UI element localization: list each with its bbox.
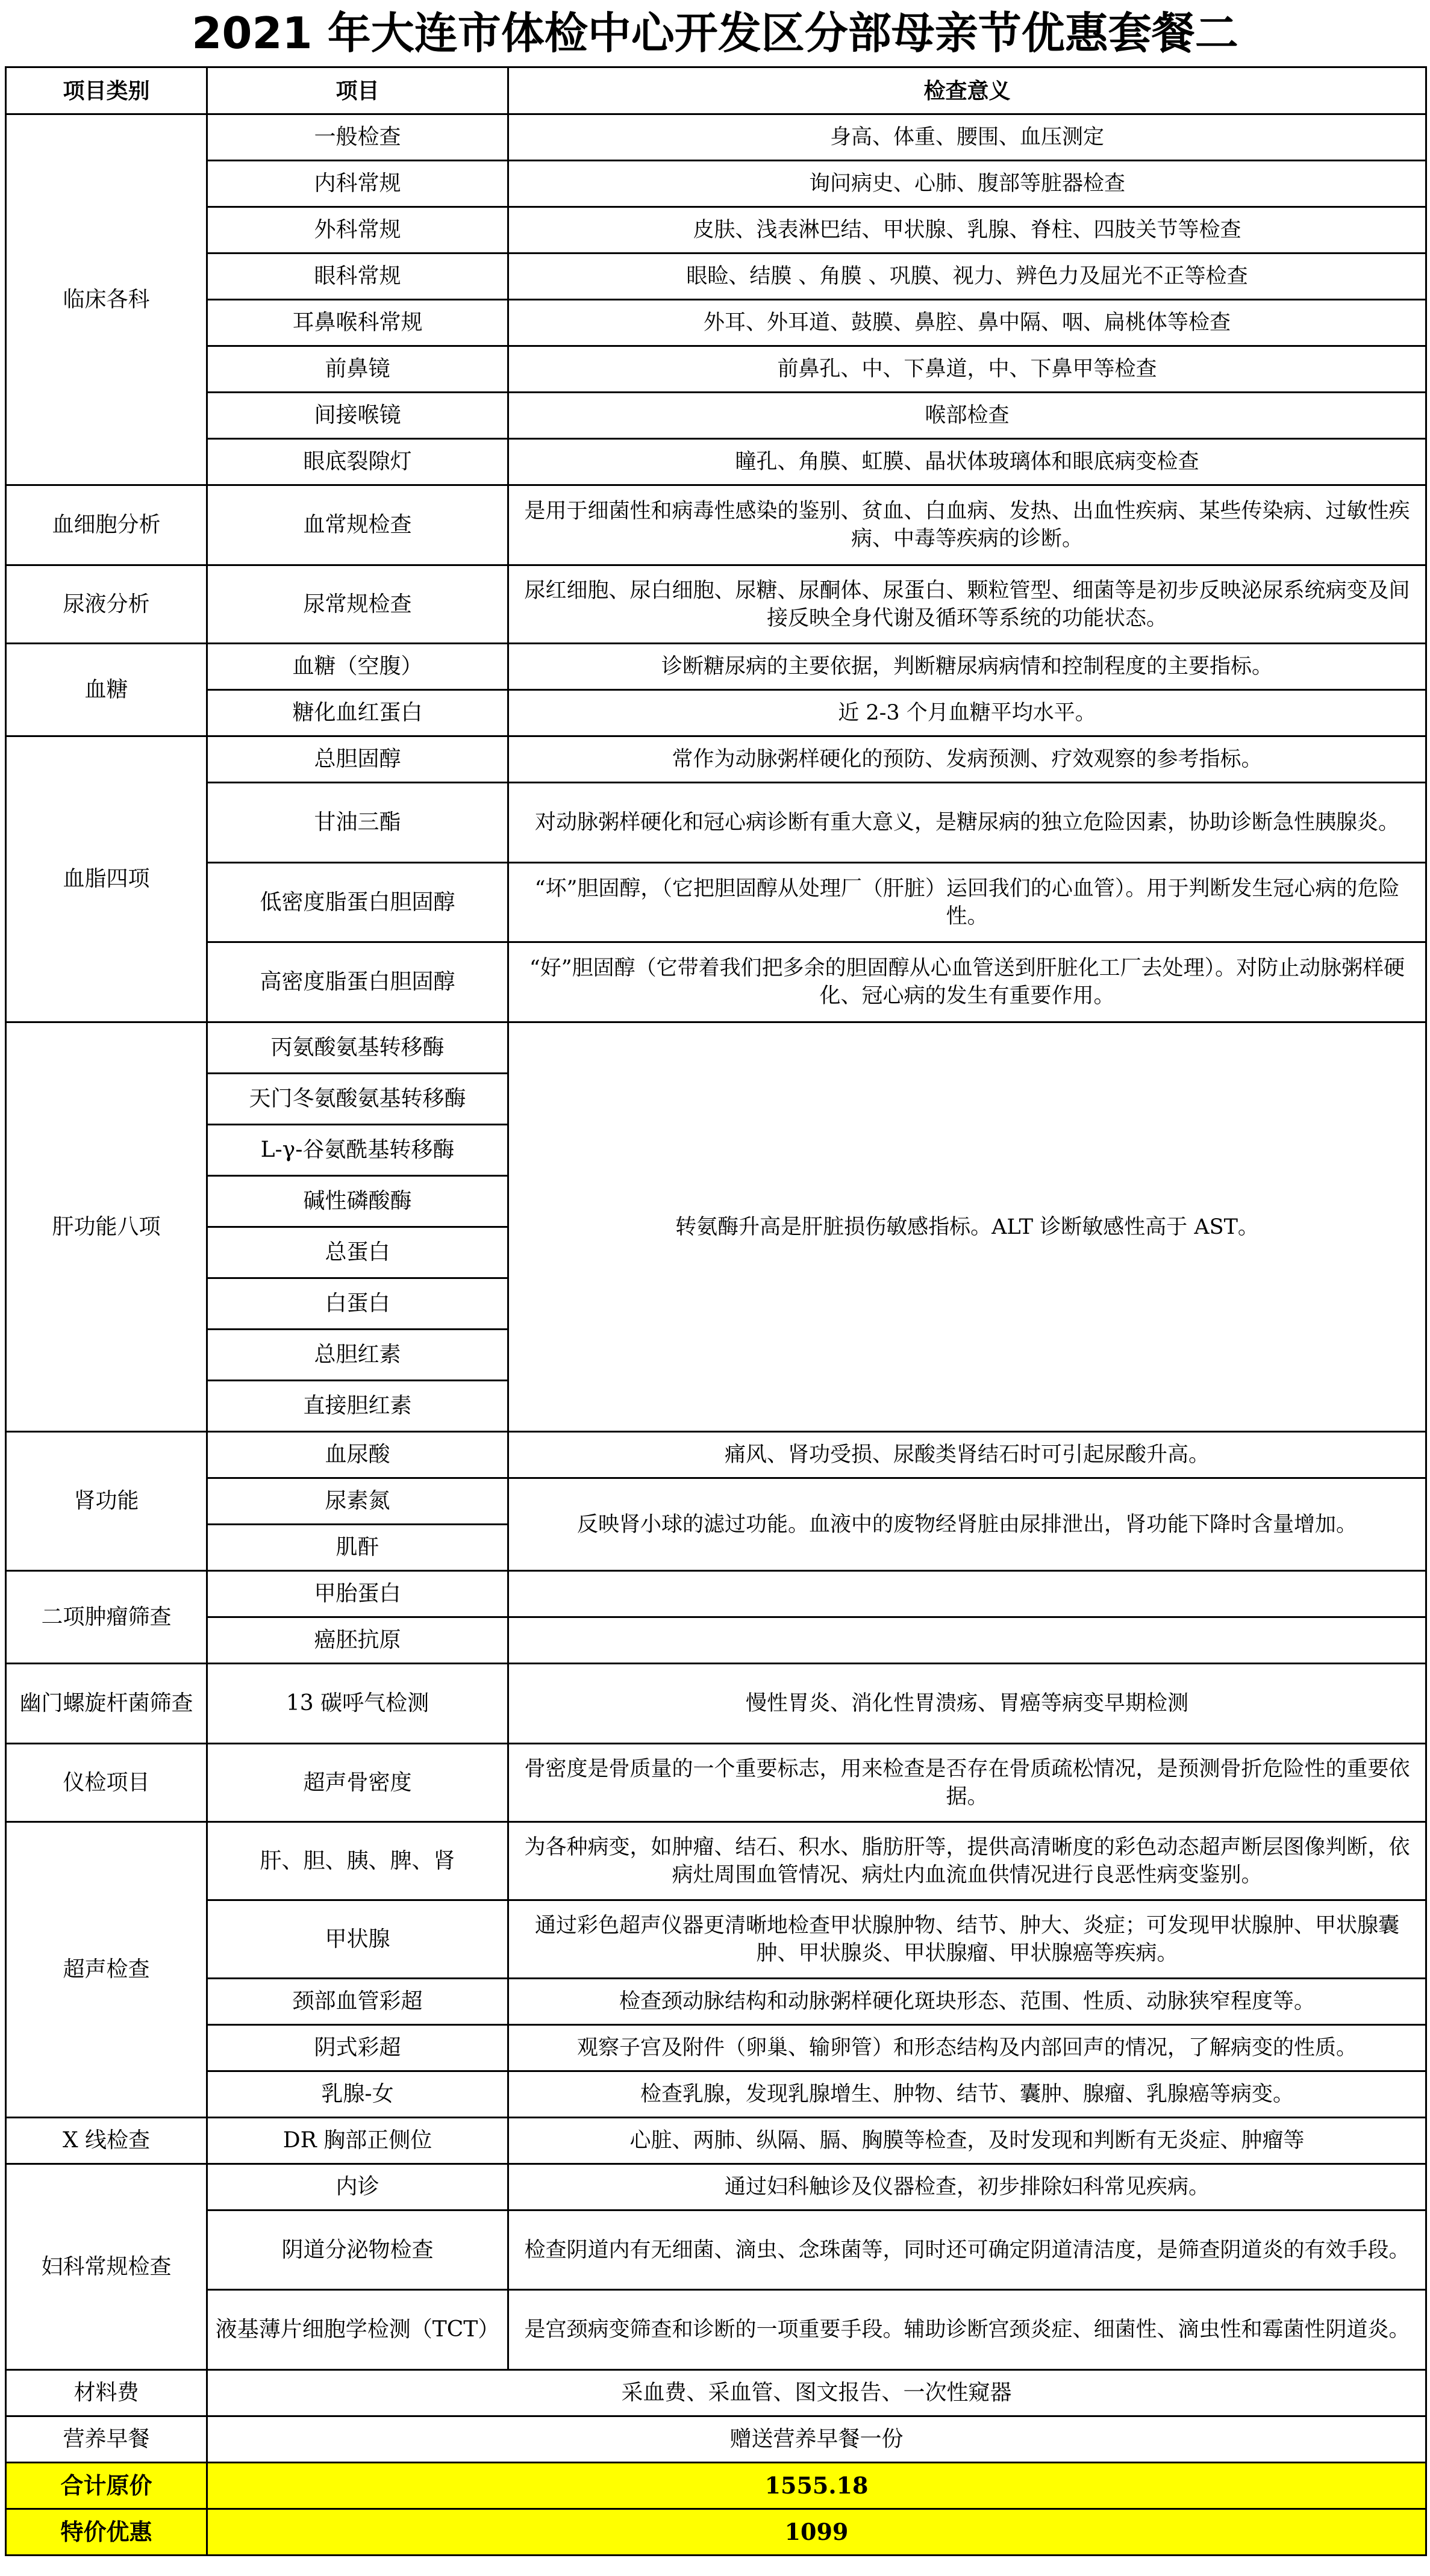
item-cell: 甲胎蛋白 [207, 1571, 508, 1617]
description-cell: 尿红细胞、尿白细胞、尿糖、尿酮体、尿蛋白、颗粒管型、细菌等是初步反映泌尿系统病变及间接反映全身代谢及循环等系统的功能状态。 [508, 565, 1426, 644]
table-row [6, 254, 1426, 300]
table-row [6, 439, 1426, 485]
category-cell: 肾功能 [6, 1432, 207, 1571]
item-cell: DR 胸部正侧位 [207, 2118, 508, 2164]
table-row [6, 2025, 1426, 2071]
item-cell: 总胆固醇 [207, 736, 508, 783]
item-cell: 天门冬氨酸氨基转移酶 [207, 1074, 508, 1125]
description-cell: 观察子宫及附件（卵巢、输卵管）和形态结构及内部回声的情况，了解病变的性质。 [508, 2025, 1426, 2071]
header-category: 项目类别 [6, 67, 207, 114]
table-row [6, 644, 1426, 690]
item-cell: 甘油三酯 [207, 783, 508, 863]
category-cell: 仪检项目 [6, 1744, 207, 1822]
description-cell: 骨密度是骨质量的一个重要标志，用来检查是否存在骨质疏松情况，是预测骨折危险性的重要依据。 [508, 1744, 1426, 1822]
page-title: 2021 年大连市体检中心开发区分部母亲节优惠套餐二 [192, 8, 1238, 58]
table-row [6, 161, 1426, 207]
description-cell: 通过彩色超声仪器更清晰地检查甲状腺肿物、结节、肿大、炎症；可发现甲状腺肿、甲状腺囊肿、甲状腺炎、甲状腺瘤、甲状腺癌等疾病。 [508, 1900, 1426, 1979]
item-cell: 阴式彩超 [207, 2025, 508, 2071]
item-cell: 白蛋白 [207, 1278, 508, 1330]
item-cell: 阴道分泌物检查 [207, 2210, 508, 2290]
header-item: 项目 [207, 67, 508, 114]
table-row [6, 2290, 1426, 2370]
item-cell: 间接喉镜 [207, 393, 508, 439]
summary-value: 采血费、采血管、图文报告、一次性窥器 [207, 2370, 1426, 2416]
description-cell: 是用于细菌性和病毒性感染的鉴别、贫血、白血病、发热、出血性疾病、某些传染病、过敏性疾病、中毒等疾病的诊断。 [508, 485, 1426, 565]
table-row [6, 1571, 1426, 1617]
item-cell: 血糖（空腹） [207, 644, 508, 690]
category-cell: 血细胞分析 [6, 485, 207, 565]
description-cell: 外耳、外耳道、鼓膜、鼻腔、鼻中隔、咽、扁桃体等检查 [508, 300, 1426, 346]
summary-label: 材料费 [6, 2370, 207, 2416]
item-cell: 耳鼻喉科常规 [207, 300, 508, 346]
summary-label: 合计原价 [6, 2463, 207, 2509]
description-cell: 皮肤、浅表淋巴结、甲状腺、乳腺、脊柱、四肢关节等检查 [508, 207, 1426, 254]
item-cell: 一般检查 [207, 114, 508, 161]
summary-label: 营养早餐 [6, 2416, 207, 2463]
table-row [6, 942, 1426, 1022]
description-cell: 身高、体重、腰围、血压测定 [508, 114, 1426, 161]
item-cell: 血尿酸 [207, 1432, 508, 1478]
description-cell: 喉部检查 [508, 393, 1426, 439]
item-cell: 直接胆红素 [207, 1381, 508, 1432]
description-cell: 为各种病变，如肿瘤、结石、积水、脂肪肝等，提供高清晰度的彩色动态超声断层图像判断，依病灶周围血管情况、病灶内血流血供情况进行良恶性病变鉴别。 [508, 1822, 1426, 1900]
item-cell: 前鼻镜 [207, 346, 508, 393]
table-row [6, 2164, 1426, 2210]
category-cell: 血糖 [6, 644, 207, 736]
table-header-row [6, 67, 1426, 114]
summary-value: 1555.18 [207, 2463, 1426, 2509]
package-table [5, 66, 1427, 2556]
item-cell: 总蛋白 [207, 1227, 508, 1278]
header-meaning: 检查意义 [508, 67, 1426, 114]
summary-value: 1099 [207, 2509, 1426, 2556]
category-cell: 二项肿瘤筛查 [6, 1571, 207, 1664]
description-cell: 检查阴道内有无细菌、滴虫、念珠菌等，同时还可确定阴道清洁度，是筛查阴道炎的有效手段。 [508, 2210, 1426, 2290]
table-row [6, 300, 1426, 346]
table-row [6, 690, 1426, 736]
item-cell: 丙氨酸氨基转移酶 [207, 1022, 508, 1074]
item-cell: 尿素氮 [207, 1478, 508, 1525]
category-cell: 血脂四项 [6, 736, 207, 1022]
description-cell: 对动脉粥样硬化和冠心病诊断有重大意义，是糖尿病的独立危险因素，协助诊断急性胰腺炎。 [508, 783, 1426, 863]
summary-row [6, 2416, 1426, 2463]
category-cell: 妇科常规检查 [6, 2164, 207, 2370]
price-row [6, 2463, 1426, 2509]
item-cell: 肌酐 [207, 1525, 508, 1571]
table-row [6, 2118, 1426, 2164]
item-cell: 眼科常规 [207, 254, 508, 300]
description-cell: 是宫颈病变筛查和诊断的一项重要手段。辅助诊断宫颈炎症、细菌性、滴虫性和霉菌性阴道炎。 [508, 2290, 1426, 2370]
description-cell: 心脏、两肺、纵隔、膈、胸膜等检查，及时发现和判断有无炎症、肿瘤等 [508, 2118, 1426, 2164]
summary-value: 赠送营养早餐一份 [207, 2416, 1426, 2463]
table-row [6, 207, 1426, 254]
description-cell: 检查颈动脉结构和动脉粥样硬化斑块形态、范围、性质、动脉狭窄程度等。 [508, 1979, 1426, 2025]
item-cell: 13 碳呼气检测 [207, 1664, 508, 1744]
item-cell: 尿常规检查 [207, 565, 508, 644]
table-row [6, 783, 1426, 863]
table-row [6, 485, 1426, 565]
description-cell: 转氨酶升高是肝脏损伤敏感指标。ALT 诊断敏感性高于 AST。 [508, 1022, 1426, 1432]
item-cell: L-γ-谷氨酰基转移酶 [207, 1125, 508, 1176]
item-cell: 癌胚抗原 [207, 1617, 508, 1664]
table-row [6, 1664, 1426, 1744]
description-cell: 痛风、肾功受损、尿酸类肾结石时可引起尿酸升高。 [508, 1432, 1426, 1478]
category-cell: 超声检查 [6, 1822, 207, 2118]
item-cell: 糖化血红蛋白 [207, 690, 508, 736]
item-cell: 甲状腺 [207, 1900, 508, 1979]
category-cell: 幽门螺旋杆菌筛查 [6, 1664, 207, 1744]
category-cell: 肝功能八项 [6, 1022, 207, 1432]
table-row [6, 393, 1426, 439]
summary-row [6, 2370, 1426, 2416]
item-cell: 眼底裂隙灯 [207, 439, 508, 485]
table-row [6, 114, 1426, 161]
table-row [6, 2210, 1426, 2290]
item-cell: 高密度脂蛋白胆固醇 [207, 942, 508, 1022]
description-cell: 慢性胃炎、消化性胃溃疡、胃癌等病变早期检测 [508, 1664, 1426, 1744]
description-cell: 询问病史、心肺、腹部等脏器检查 [508, 161, 1426, 207]
table-row [6, 1617, 1426, 1664]
item-cell: 超声骨密度 [207, 1744, 508, 1822]
item-cell: 血常规检查 [207, 485, 508, 565]
item-cell: 内科常规 [207, 161, 508, 207]
item-cell: 外科常规 [207, 207, 508, 254]
description-cell: “坏”胆固醇，（它把胆固醇从处理厂（肝脏）运回我们的心血管）。用于判断发生冠心病的危险性。 [508, 863, 1426, 942]
description-cell: 眼睑、结膜 、角膜 、巩膜、视力、辨色力及屈光不正等检查 [508, 254, 1426, 300]
item-cell: 液基薄片细胞学检测（TCT） [207, 2290, 508, 2370]
description-cell [508, 1617, 1426, 1664]
table-row [6, 1432, 1426, 1478]
table-row [6, 1900, 1426, 1979]
table-row [6, 1979, 1426, 2025]
item-cell: 低密度脂蛋白胆固醇 [207, 863, 508, 942]
table-row [6, 2071, 1426, 2118]
table-row [6, 565, 1426, 644]
category-cell: 临床各科 [6, 114, 207, 485]
category-cell: X 线检查 [6, 2118, 207, 2164]
price-row [6, 2509, 1426, 2556]
description-cell [508, 1571, 1426, 1617]
item-cell: 肝、胆、胰、脾、肾 [207, 1822, 508, 1900]
table-row [6, 1022, 1426, 1074]
category-cell: 尿液分析 [6, 565, 207, 644]
description-cell: “好”胆固醇（它带着我们把多余的胆固醇从心血管送到肝脏化工厂去处理）。对防止动脉粥样硬化、冠心病的发生有重要作用。 [508, 942, 1426, 1022]
description-cell: 通过妇科触诊及仪器检查，初步排除妇科常见疾病。 [508, 2164, 1426, 2210]
description-cell: 检查乳腺，发现乳腺增生、肿物、结节、囊肿、腺瘤、乳腺癌等病变。 [508, 2071, 1426, 2118]
item-cell: 内诊 [207, 2164, 508, 2210]
table-row [6, 346, 1426, 393]
description-cell: 近 2-3 个月血糖平均水平。 [508, 690, 1426, 736]
table-row [6, 1822, 1426, 1900]
table-row [6, 863, 1426, 942]
description-cell: 前鼻孔、中、下鼻道，中、下鼻甲等检查 [508, 346, 1426, 393]
summary-label: 特价优惠 [6, 2509, 207, 2556]
table-row [6, 1744, 1426, 1822]
item-cell: 碱性磷酸酶 [207, 1176, 508, 1227]
table-row [6, 1478, 1426, 1525]
description-cell: 诊断糖尿病的主要依据，判断糖尿病病情和控制程度的主要指标。 [508, 644, 1426, 690]
table-body [6, 114, 1426, 2556]
item-cell: 颈部血管彩超 [207, 1979, 508, 2025]
description-cell: 瞳孔、角膜、虹膜、晶状体玻璃体和眼底病变检查 [508, 439, 1426, 485]
description-cell: 常作为动脉粥样硬化的预防、发病预测、疗效观察的参考指标。 [508, 736, 1426, 783]
description-cell: 反映肾小球的滤过功能。血液中的废物经肾脏由尿排泄出，肾功能下降时含量增加。 [508, 1478, 1426, 1571]
item-cell: 总胆红素 [207, 1330, 508, 1381]
item-cell: 乳腺-女 [207, 2071, 508, 2118]
table-row [6, 736, 1426, 783]
